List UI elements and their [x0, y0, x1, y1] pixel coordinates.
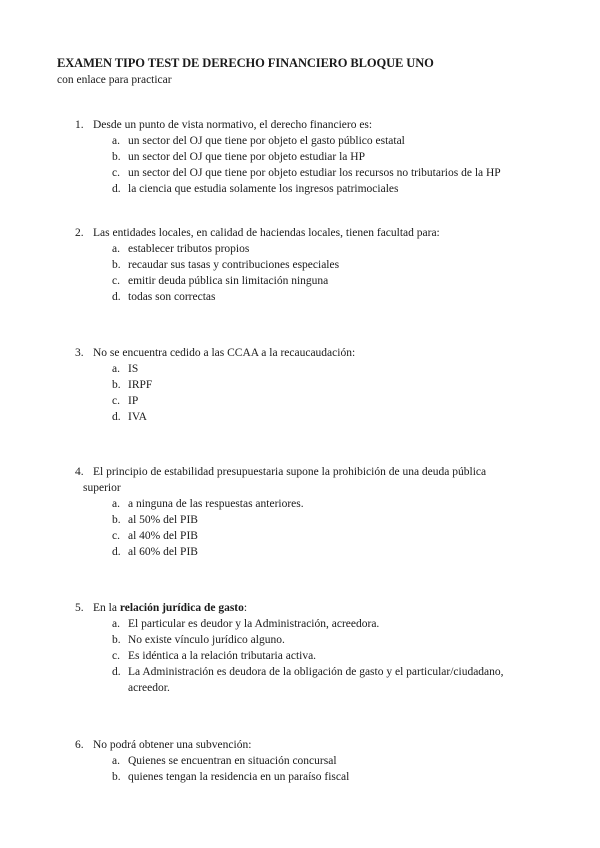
- question-text: No podrá obtener una subvención:: [93, 739, 252, 751]
- question-text-line-2: superior: [83, 482, 121, 494]
- question-text-line-1: El principio de estabilidad presupuestaria supone la prohibición de una deuda pública: [93, 466, 487, 478]
- question-5: [0, 600, 600, 696]
- option-text: Quienes se encuentran en situación concursal: [128, 755, 337, 767]
- option-a: [0, 133, 600, 149]
- option-d: [0, 664, 600, 696]
- option-a: [0, 496, 600, 512]
- option-letter: d.: [112, 546, 121, 558]
- option-letter: b.: [112, 259, 121, 271]
- question-number: 3.: [75, 347, 84, 359]
- option-text: a ninguna de las respuestas anteriores.: [128, 498, 304, 510]
- option-text: Es idéntica a la relación tributaria activa.: [128, 650, 317, 662]
- option-text: establecer tributos propios: [128, 243, 250, 255]
- option-c: [0, 528, 600, 544]
- option-letter: c.: [112, 275, 120, 287]
- option-b: [0, 769, 600, 785]
- option-letter: a.: [112, 498, 120, 510]
- option-a: [0, 753, 600, 769]
- option-c: [0, 165, 600, 181]
- option-b: [0, 257, 600, 273]
- option-letter: b.: [112, 634, 121, 646]
- option-b: [0, 149, 600, 165]
- question-text-bold: relación jurídica de gasto: [119, 602, 244, 614]
- option-c: [0, 393, 600, 409]
- option-d: [0, 544, 600, 560]
- option-c: [0, 648, 600, 664]
- question-number: 2.: [75, 227, 84, 239]
- question-text-suffix: :: [243, 602, 248, 614]
- option-letter: a.: [112, 243, 120, 255]
- option-letter: c.: [112, 530, 120, 542]
- option-letter: d.: [112, 183, 121, 195]
- option-text: al 50% del PIB: [128, 514, 198, 526]
- option-letter: b.: [112, 771, 121, 783]
- option-text: IP: [128, 395, 139, 407]
- option-text: un sector del OJ que tiene por objeto estudiar los recursos no tributarios de la HP: [128, 167, 501, 179]
- question-number: 4.: [75, 466, 84, 478]
- question-6: [0, 737, 600, 785]
- question-3: [0, 345, 600, 425]
- question-2: [0, 225, 600, 305]
- question-number: 5.: [75, 602, 84, 614]
- option-text: recaudar sus tasas y contribuciones especiales: [128, 259, 340, 271]
- question-text: Desde un punto de vista normativo, el derecho financiero es:: [93, 119, 373, 131]
- option-text: al 40% del PIB: [128, 530, 198, 542]
- option-letter: a.: [112, 755, 120, 767]
- question-number: 1.: [75, 119, 84, 131]
- option-d: [0, 289, 600, 305]
- option-text: al 60% del PIB: [128, 546, 198, 558]
- question-text: No se encuentra cedido a las CCAA a la recaucaudación:: [93, 347, 356, 359]
- option-letter: d.: [112, 291, 121, 303]
- option-letter: c.: [112, 167, 120, 179]
- option-letter: c.: [112, 650, 120, 662]
- option-letter: a.: [112, 363, 120, 375]
- option-letter: a.: [112, 135, 120, 147]
- option-text: El particular es deudor y la Administración, acreedora.: [128, 618, 380, 630]
- option-letter: d.: [112, 666, 121, 678]
- question-text: Las entidades locales, en calidad de haciendas locales, tienen facultad para:: [93, 227, 440, 239]
- option-text: la ciencia que estudia solamente los ingresos patrimociales: [128, 183, 399, 195]
- option-c: [0, 273, 600, 289]
- option-a: [0, 616, 600, 632]
- option-letter: c.: [112, 395, 120, 407]
- document-subtitle: con enlace para practicar: [57, 74, 172, 86]
- option-b: [0, 512, 600, 528]
- option-text: un sector del OJ que tiene por objeto estudiar la HP: [128, 151, 365, 163]
- option-d: [0, 409, 600, 425]
- option-b: [0, 632, 600, 648]
- option-text: IVA: [128, 411, 147, 423]
- option-text-line-1: La Administración es deudora de la obligación de gasto y el particular/ciudadano,: [128, 666, 504, 678]
- option-b: [0, 377, 600, 393]
- option-text: No existe vínculo jurídico alguno.: [128, 634, 285, 646]
- question-text-prefix: En la: [93, 602, 120, 614]
- option-a: [0, 241, 600, 257]
- option-letter: b.: [112, 514, 121, 526]
- option-text: emitir deuda pública sin limitación ninguna: [128, 275, 329, 287]
- option-d: [0, 181, 600, 197]
- question-number: 6.: [75, 739, 84, 751]
- option-text-line-2: acreedor.: [128, 682, 170, 694]
- option-text: un sector del OJ que tiene por objeto el gasto público estatal: [128, 135, 405, 147]
- option-letter: b.: [112, 151, 121, 163]
- option-text: quienes tengan la residencia en un paraíso fiscal: [128, 771, 350, 783]
- option-letter: b.: [112, 379, 121, 391]
- option-text: IS: [128, 363, 139, 375]
- question-1: [0, 117, 600, 197]
- question-4: [0, 464, 600, 560]
- option-letter: a.: [112, 618, 120, 630]
- document-title: EXAMEN TIPO TEST DE DERECHO FINANCIERO BLOQUE UNO: [57, 56, 434, 70]
- question-text: [93, 600, 533, 616]
- option-text: todas son correctas: [128, 291, 216, 303]
- option-a: [0, 361, 600, 377]
- option-letter: d.: [112, 411, 121, 423]
- option-text: IRPF: [128, 379, 153, 391]
- question-text: [83, 464, 533, 496]
- option-text: [128, 664, 538, 696]
